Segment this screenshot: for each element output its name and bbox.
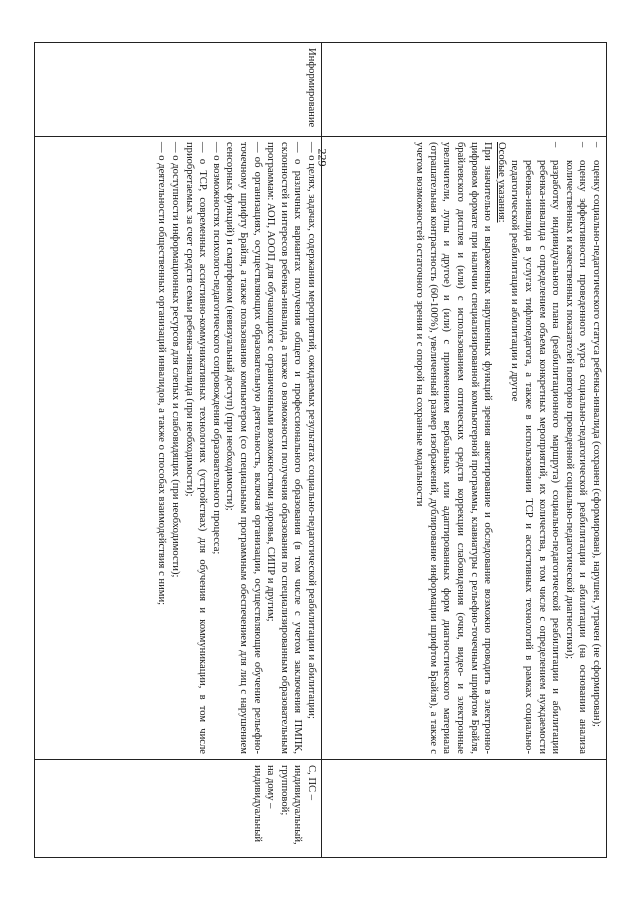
row1-col1-cell xyxy=(322,43,607,137)
row1-col3-cell xyxy=(322,760,607,858)
row2-col3-line-4: на дому – xyxy=(265,765,277,809)
list-item: – оценку эффективности проведенного курса социально-педагогической реабилитации и абилитации (на основании анализа количественных и качественных показателей повторно проведенной социально-педагогической диагностики); xyxy=(563,142,589,754)
list-item: – оценку социально-педагогического статуса ребенка-инвалида (сохранен (сформирован), нарушен, утрачен (не сформирован); xyxy=(591,142,602,727)
row2-col3-line-3: групповой; xyxy=(278,765,290,816)
notes-title: Особые указания: xyxy=(495,142,507,223)
row2-item-3: — об организациях, осуществляющих образовательную деятельность, включая организации, осуществляющие обучение рельефно-точечному шрифту Брайля, а также пользованию компьютером (со специальным программным обеспечением для лиц с нарушением сенсорных функций) и смартфоном (невизуальный доступ) (при необходимости); xyxy=(224,142,263,754)
row2-item-2: — о различных вариантах получения общего и профессионального образования (в том числе с учетом заключения ПМПК, склонностей и интересов ребенка-инвалида, а также о возможности получения образования по специализированным образовательным программам: АОП, АООП для обучающихся с ограниченными возможностями здоровья, СИПР и другим; xyxy=(265,142,304,754)
row2-col3-line-2: индивидуальный, xyxy=(292,765,304,845)
table-row xyxy=(322,43,607,858)
row2-col3-line-1: С, ПС – xyxy=(306,765,317,801)
row1-item-1: оценку социально-педагогического статуса ребенка-инвалида (сохранен (сформирован), нарушен, утрачен (не сформирован); xyxy=(591,160,602,727)
table-row xyxy=(35,43,322,858)
document-table-rotated xyxy=(35,42,607,857)
row2-item-6: — о доступности информационных ресурсов для слепых и слабовидящих (при необходимости); xyxy=(170,142,182,578)
document-table xyxy=(34,42,607,858)
page-number: 229 xyxy=(315,148,330,167)
row2-content-cell xyxy=(35,137,322,760)
row2-item-5: — о ТСР, современных ассистивно-коммуникативных технологиях (устройствах) для обучения и коммуникации, в том числе приобретаемых за счет средств семьи ребенка-инвалида (при необходимости); xyxy=(183,142,209,754)
row2-col1-cell: Информирование xyxy=(35,43,322,137)
row1-item-2: оценку эффективности проведенного курса социально-педагогической реабилитации и абилитации (на основании анализа количественных и качественных показателей повторно проведенной социально-педагогической диагностики); xyxy=(563,160,589,754)
row2-item-1: — о целях, задачах, содержании мероприятий, ожидаемых результатах социально-педагогической реабилитации и абилитации; xyxy=(306,142,317,719)
notes-text: При значительно и выраженных нарушенных функций зрения анкетирование и обследование возможно проводить в электронно-цифровом формате при наличии специализированной компьютерной программы, клавиатуры с рельефно-точечным шрифтом Брайля, брайлевского дисплея и (или) с использованием оптических средств коррекции слабовидения (очки, видео- и электронные увеличители, лупы и другое) и (или) с применением вербальных или адаптированных форм диагностического материала (отрашательная контрастность (60-100%), увеличенный размер изображений, дублирование информации шрифтом Брайля), а также с учетом возможностей остаточного зрения и с опорой на сохранные модальности xyxy=(414,142,494,754)
list-item: – разработку индивидуального плана (реабилитационного маршрута) социально-педагогической реабилитации и абилитации ребенка-инвалида с определением объема конкретных мероприятий, их количества, в том числе с определением нуждаемости ребенка-инвалида в услугах тифлопедагога, а также в использовании ТСР и ассистивных технологий в рамках социально-педагогической реабилитации и абилитации и другое xyxy=(509,142,562,754)
row2-col3-cell xyxy=(35,760,322,858)
row1-content-cell xyxy=(322,137,607,760)
row1-item-3: разработку индивидуального плана (реабилитационного маршрута) социально-педагогической реабилитации и абилитации ребенка-инвалида с определением объема конкретных мероприятий, их количества, в том числе с определением нуждаемости ребенка-инвалида в услугах тифлопедагога, а также в использовании ТСР и ассистивных технологий в рамках социально-педагогической реабилитации и абилитации и другое xyxy=(509,160,562,754)
row2-item-4: — о возможностях психолого-педагогического сопровождения образовательного процесса; xyxy=(210,142,222,555)
row2-col3-line-5: индивидуальный xyxy=(251,765,263,842)
row2-item-7: — о деятельности общественных организаций инвалидов, а также о способах взаимодействия с ними; xyxy=(156,142,168,606)
